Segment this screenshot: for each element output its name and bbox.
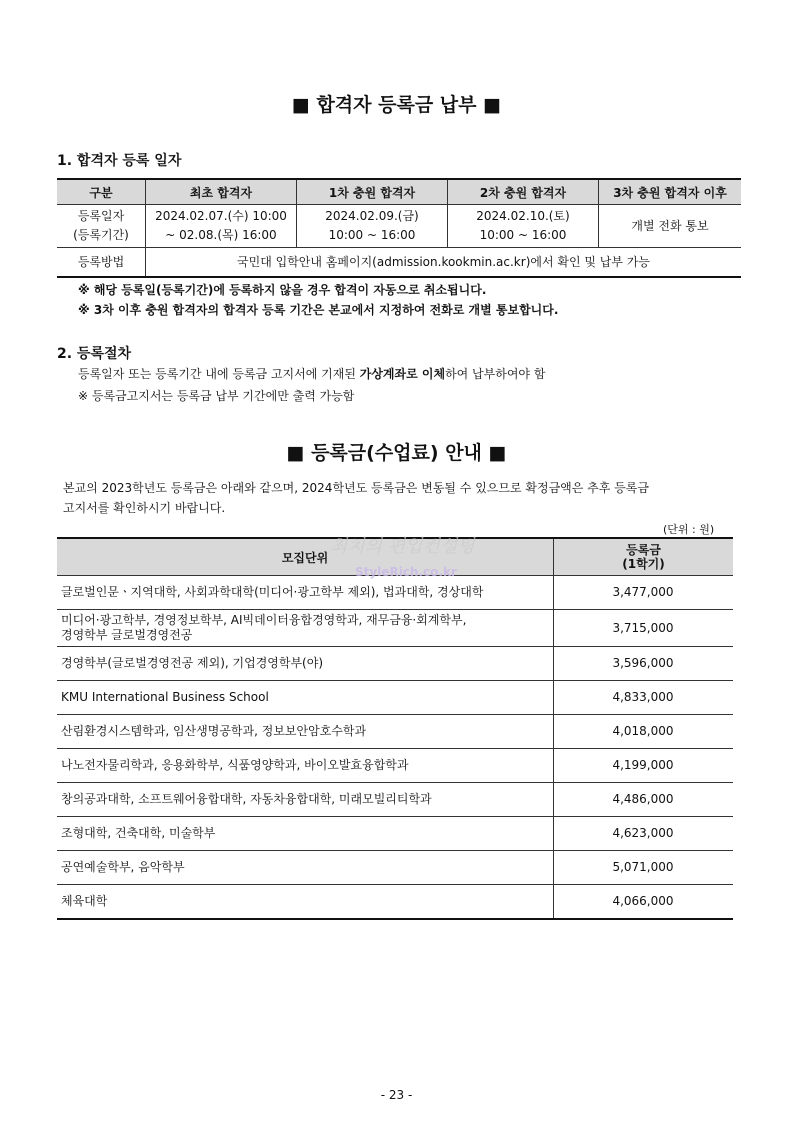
- unit-cell: 나노전자물리학과, 응용화학부, 식품영양학과, 바이오발효융합학과: [57, 749, 554, 783]
- row-label-method: 등록방법: [57, 248, 146, 278]
- table-header-row: [57, 179, 741, 205]
- section-title-tuition: ■ 등록금(수업료) 안내 ■: [286, 442, 507, 464]
- header-first-additional: 1차 충원 합격자: [297, 179, 448, 205]
- fee-cell: 5,071,000: [554, 851, 734, 885]
- fee-cell: 4,066,000: [554, 885, 734, 920]
- fee-cell: 3,477,000: [554, 576, 734, 610]
- unit-cell: 미디어·광고학부, 경영정보학부, AI빅데이터융합경영학과, 재무금융·회계학부, 경영학부 글로벌경영전공: [57, 610, 554, 647]
- third-additional-period: 개별 전화 통보: [599, 205, 742, 248]
- unit-cell: 조형대학, 건축대학, 미술학부: [57, 817, 554, 851]
- table-row: [57, 681, 733, 715]
- registration-date-heading: 1. 합격자 등록 일자: [57, 153, 182, 169]
- virtual-account-emphasis: 가상계좌로 이체: [359, 367, 446, 381]
- first-additional-period: 2024.02.09.(금) 10:00 ~ 16:00: [297, 205, 448, 248]
- registration-schedule-table: [57, 178, 741, 278]
- table-row: [57, 576, 733, 610]
- unit-cell: 글로벌인문ㆍ지역대학, 사회과학대학(미디어·광고학부 제외), 법과대학, 경상대학: [57, 576, 554, 610]
- fee-cell: 3,596,000: [554, 647, 734, 681]
- header-category: 구분: [57, 179, 146, 205]
- section-title-payment: ■ 합격자 등록금 납부 ■: [291, 94, 502, 116]
- table-row: [57, 715, 733, 749]
- registration-method: 국민대 입학안내 홈페이지(admission.kookmin.ac.kr)에서 확인 및 납부 가능: [146, 248, 742, 278]
- table-row: [57, 248, 741, 278]
- unit-cell: 산림환경시스템학과, 임산생명공학과, 정보보안암호수학과: [57, 715, 554, 749]
- unit-cell: KMU International Business School: [57, 681, 554, 715]
- page-number: - 23 -: [380, 1088, 413, 1102]
- tuition-intro-line-1: 본교의 2023학년도 등록금은 아래와 같으며, 2024학년도 등록금은 변동될 수 있으므로 확정금액은 추후 등록금: [63, 481, 649, 495]
- unit-cell: 창의공과대학, 소프트웨어융합대학, 자동차융합대학, 미래모빌리티학과: [57, 783, 554, 817]
- unit-cell: 체육대학: [57, 885, 554, 920]
- fee-cell: 4,486,000: [554, 783, 734, 817]
- watermark-text: 최치의 편입컨설팅: [330, 536, 475, 557]
- second-additional-period: 2024.02.10.(토) 10:00 ~ 16:00: [448, 205, 599, 248]
- procedure-note: ※ 등록금고지서는 등록금 납부 기간에만 출력 가능함: [78, 389, 355, 403]
- table-row: [57, 851, 733, 885]
- table-row: [57, 610, 733, 647]
- unit-cell: 공연예술학부, 음악학부: [57, 851, 554, 885]
- table-row: [57, 817, 733, 851]
- unit-cell: 경영학부(글로벌경영전공 제외), 기업경영학부(야): [57, 647, 554, 681]
- header-initial: 최초 합격자: [146, 179, 297, 205]
- header-third-additional: 3차 충원 합격자 이후: [599, 179, 742, 205]
- unit-label: (단위 : 원): [663, 523, 715, 536]
- table-row: [57, 783, 733, 817]
- header-second-additional: 2차 충원 합격자: [448, 179, 599, 205]
- fee-cell: 4,018,000: [554, 715, 734, 749]
- tuition-table: [57, 537, 733, 920]
- notice-list: [78, 280, 558, 320]
- procedure-text: 등록일자 또는 등록기간 내에 등록금 고지서에 기재된 가상계좌로 이체하여 납부하여야 함: [78, 367, 546, 381]
- tuition-intro-line-2: 고지서를 확인하시기 바랍니다.: [63, 501, 226, 515]
- table-row: [57, 205, 741, 248]
- table-row: [57, 749, 733, 783]
- notice-item: ※ 해당 등록일(등록기간)에 등록하지 않을 경우 합격이 자동으로 취소됩니다.: [78, 283, 487, 297]
- watermark-url: StyleRich.co.kr: [355, 565, 457, 579]
- notice-item: ※ 3차 이후 충원 합격자의 합격자 등록 기간은 본교에서 지정하여 전화로 개별 통보합니다.: [78, 303, 559, 317]
- initial-period: 2024.02.07.(수) 10:00 ~ 02.08.(목) 16:00: [146, 205, 297, 248]
- header-tuition-fee: 등록금 (1학기): [554, 538, 734, 576]
- table-row: [57, 647, 733, 681]
- fee-cell: 4,833,000: [554, 681, 734, 715]
- header-recruitment-unit: 모집단위: [57, 538, 554, 576]
- fee-cell: 4,199,000: [554, 749, 734, 783]
- table-row: [57, 885, 733, 920]
- fee-cell: 4,623,000: [554, 817, 734, 851]
- row-label-date: 등록일자 (등록기간): [57, 205, 146, 248]
- fee-cell: 3,715,000: [554, 610, 734, 647]
- procedure-heading: 2. 등록절차: [57, 346, 132, 362]
